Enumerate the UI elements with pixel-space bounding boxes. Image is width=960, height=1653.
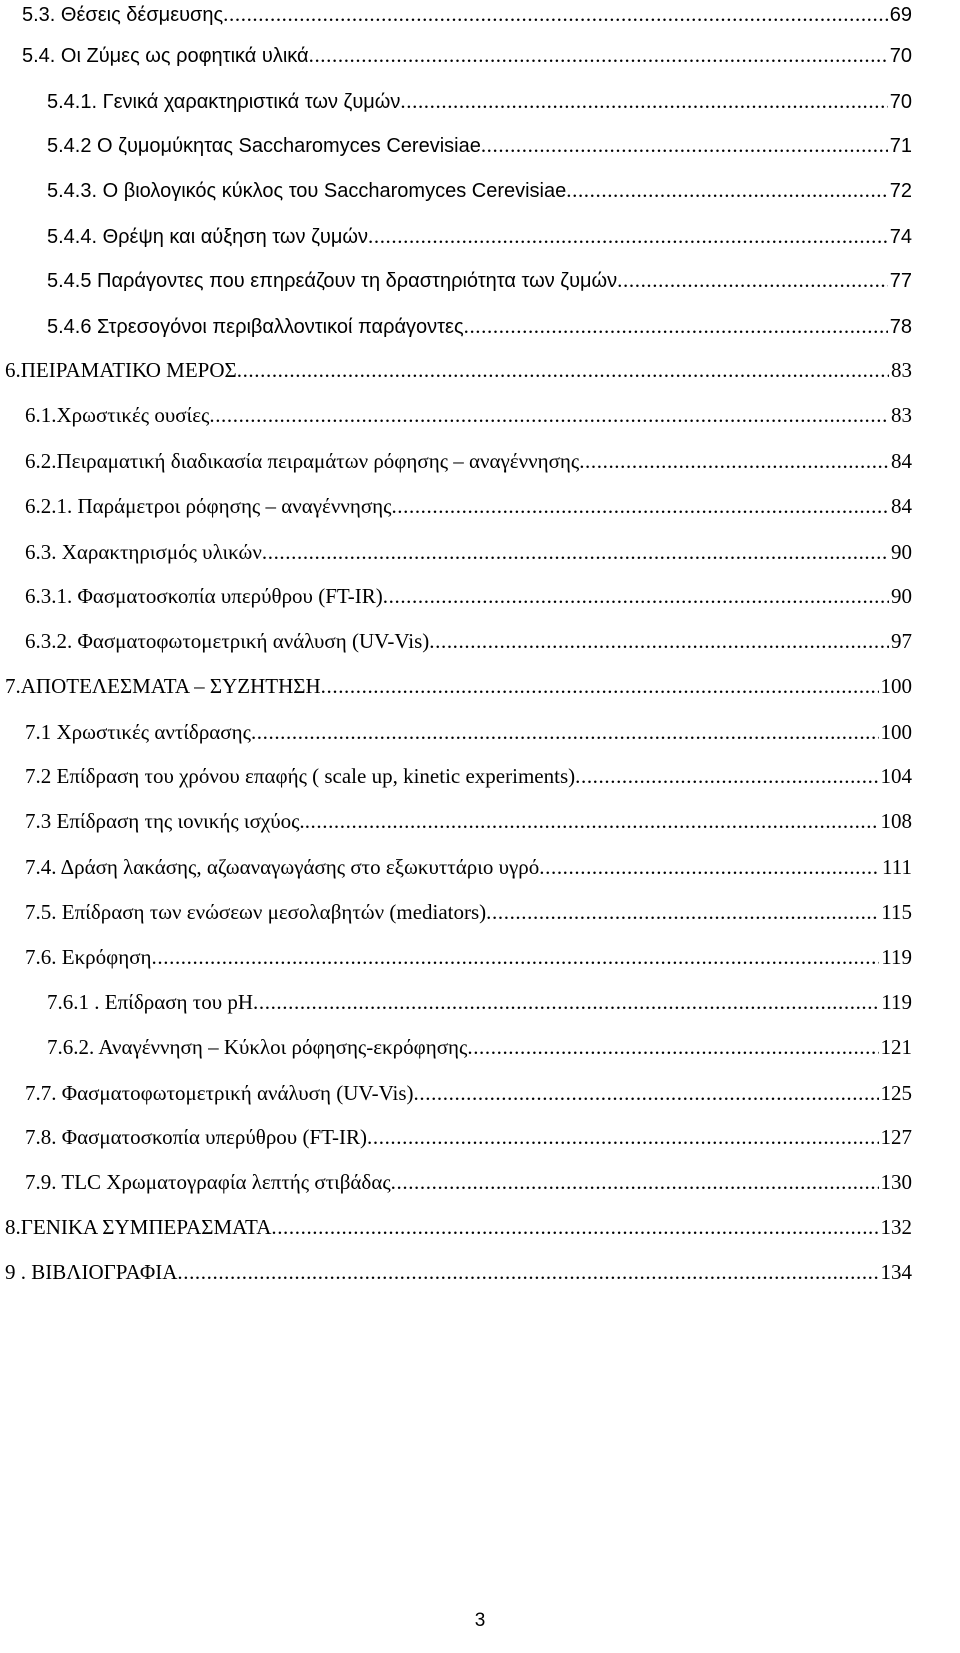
dot-leader bbox=[237, 353, 889, 387]
toc-entry-label: 7.ΑΠΟΤΕΛΕΣΜΑΤΑ – ΣΥΖΗΤΗΣΗ bbox=[5, 674, 321, 698]
toc-entry[interactable] bbox=[25, 444, 912, 478]
toc-entry-label: 7.1 Χρωστικές αντίδρασης bbox=[25, 720, 251, 744]
toc-entry-label: 6.ΠΕΙΡΑΜΑΤΙΚΟ ΜΕΡΟΣ bbox=[5, 358, 237, 382]
toc-entry-page: 70 bbox=[889, 45, 912, 67]
toc-entry[interactable] bbox=[25, 850, 912, 884]
toc-entry-label: 5.4.1. Γενικά χαρακτηριστικά των ζυμών bbox=[47, 91, 401, 113]
toc-entry[interactable] bbox=[5, 353, 912, 387]
toc-entry-label: 5.3. Θέσεις δέσμευσης bbox=[22, 4, 224, 26]
toc-entry[interactable] bbox=[25, 535, 912, 569]
dot-leader bbox=[481, 128, 888, 162]
dot-leader bbox=[414, 1076, 879, 1110]
dot-leader bbox=[486, 895, 879, 929]
toc-entry-label: 5.4.2 Ο ζυμομύκητας Saccharomyces Cerevisiae bbox=[47, 135, 481, 157]
toc-entry-page: 90 bbox=[891, 540, 912, 564]
dot-leader bbox=[464, 309, 888, 343]
toc-entry-label: 7.8. Φασματοσκοπία υπερύθρου (FT-IR) bbox=[25, 1125, 368, 1149]
toc-entry-label: 5.4. Οι Ζύμες ως ροφητικά υλικά bbox=[22, 45, 309, 67]
toc-entry-label: 7.3 Επίδραση της ιονικής ισχύος. bbox=[25, 809, 305, 833]
toc-entry-label: 7.5. Επίδραση των ενώσεων μεσολαβητών (mediators) bbox=[25, 900, 487, 924]
dot-leader bbox=[209, 398, 889, 432]
toc-entry[interactable] bbox=[25, 940, 912, 974]
toc-entry-label: 5.4.5 Παράγοντες που επηρεάζουν τη δραστηριότητα των ζυμών bbox=[47, 270, 618, 292]
toc-entry-label: 6.1.Χρωστικές ουσίες bbox=[25, 403, 210, 427]
toc-entry-page: 100 bbox=[880, 674, 912, 698]
toc-entry-page: 97 bbox=[891, 629, 912, 653]
toc-entry-page: 83 bbox=[891, 358, 912, 382]
toc-entry-page: 69 bbox=[889, 4, 912, 26]
toc-entry[interactable] bbox=[5, 669, 912, 703]
toc-entry-page: 127 bbox=[880, 1125, 912, 1149]
toc-entry-label: 6.3.2. Φασματοφωτομετρική ανάλυση (UV-Vis) bbox=[25, 629, 430, 653]
toc-entry[interactable] bbox=[25, 1076, 912, 1110]
dot-leader bbox=[177, 1255, 878, 1289]
toc-entry[interactable] bbox=[25, 579, 912, 613]
dot-leader bbox=[400, 84, 887, 118]
toc-entry[interactable] bbox=[47, 84, 912, 118]
dot-leader bbox=[539, 850, 880, 884]
toc-entry[interactable] bbox=[25, 895, 912, 929]
toc-entry-page: 111 bbox=[882, 855, 912, 879]
dot-leader bbox=[467, 1030, 878, 1064]
toc-entry[interactable] bbox=[25, 759, 912, 793]
toc-entry-page: 119 bbox=[881, 945, 912, 969]
dot-leader bbox=[321, 669, 879, 703]
toc-entry-label: 7.2 Επίδραση του χρόνου επαφής ( scale up, kinetic experiments) bbox=[25, 764, 576, 788]
toc-entry-page: 132 bbox=[880, 1215, 912, 1239]
dot-leader bbox=[579, 444, 889, 478]
toc-entry-page: 78 bbox=[889, 316, 912, 338]
toc-entry-label: 6.3.1. Φασματοσκοπία υπερύθρου (FT-IR) bbox=[25, 584, 383, 608]
toc-entry[interactable] bbox=[47, 263, 912, 297]
toc-entry-page: 104 bbox=[880, 764, 912, 788]
page-number: 3 bbox=[474, 1610, 486, 1631]
toc-entry-page: 70 bbox=[889, 91, 912, 113]
toc-entry[interactable] bbox=[25, 1165, 912, 1199]
toc-entry-label: 7.6.2. Αναγέννηση – Κύκλοι ρόφησης-εκρόφησης bbox=[47, 1035, 468, 1059]
toc-entry-page: 84 bbox=[891, 449, 912, 473]
toc-entry[interactable] bbox=[22, 0, 912, 31]
dot-leader bbox=[391, 1165, 879, 1199]
toc-entry-page: 74 bbox=[889, 226, 912, 248]
toc-entry[interactable] bbox=[47, 128, 912, 162]
dot-leader bbox=[251, 715, 879, 749]
dot-leader bbox=[566, 173, 888, 207]
toc-entry-page: 121 bbox=[880, 1035, 912, 1059]
toc-entry-page: 119 bbox=[881, 990, 912, 1014]
toc-entry-label: 7.4. Δράση λακάσης, αζωαναγωγάσης στο εξωκυττάριο υγρό bbox=[25, 855, 540, 879]
toc-entry[interactable] bbox=[25, 624, 912, 658]
toc-entry[interactable] bbox=[47, 173, 912, 207]
toc-entry-label: 7.7. Φασματοφωτομετρική ανάλυση (UV-Vis) bbox=[25, 1081, 414, 1105]
toc-entry-label: 9 . ΒΙΒΛΙΟΓΡΑΦΙΑ bbox=[5, 1260, 178, 1284]
dot-leader bbox=[391, 489, 889, 523]
toc-entry-label: 5.4.6 Στρεσογόνοι περιβαλλοντικοί παράγοντες bbox=[47, 316, 464, 338]
toc-entry[interactable] bbox=[47, 985, 912, 1019]
dot-leader bbox=[223, 0, 888, 31]
dot-leader bbox=[152, 940, 880, 974]
toc-entry[interactable] bbox=[25, 715, 912, 749]
toc-entry-label: 8.ΓΕΝΙΚΑ ΣΥΜΠΕΡΑΣΜΑΤΑ bbox=[5, 1215, 272, 1239]
toc-entry[interactable] bbox=[5, 1255, 912, 1289]
toc-entry[interactable] bbox=[25, 1120, 912, 1154]
dot-leader bbox=[429, 624, 889, 658]
toc-entry-page: 125 bbox=[880, 1081, 912, 1105]
toc-entry-page: 72 bbox=[889, 180, 912, 202]
toc-entry-label: 6.2.1. Παράμετροι ρόφησης – αναγέννησης bbox=[25, 494, 392, 518]
toc-entry-page: 84 bbox=[891, 494, 912, 518]
toc-entry[interactable] bbox=[25, 804, 912, 838]
toc-entry-page: 77 bbox=[889, 270, 912, 292]
toc-entry-page: 134 bbox=[880, 1260, 912, 1284]
toc-entry-page: 71 bbox=[889, 135, 912, 157]
toc-entry[interactable] bbox=[25, 398, 912, 432]
dot-leader bbox=[617, 263, 888, 297]
toc-entry-page: 108 bbox=[880, 809, 912, 833]
dot-leader bbox=[253, 985, 879, 1019]
toc-entry-page: 130 bbox=[880, 1170, 912, 1194]
toc-entry-page: 83 bbox=[891, 403, 912, 427]
dot-leader bbox=[368, 219, 888, 253]
toc-entry[interactable] bbox=[5, 1210, 912, 1244]
toc-entry-page: 100 bbox=[880, 720, 912, 744]
dot-leader bbox=[367, 1120, 878, 1154]
toc-entry-label: 6.2.Πειραματική διαδικασία πειραμάτων ρόφησης – αναγέννησης bbox=[25, 449, 580, 473]
toc-entry[interactable] bbox=[47, 219, 912, 253]
dot-leader bbox=[305, 804, 879, 838]
toc-entry-label: 6.3. Χαρακτηρισμός υλικών bbox=[25, 540, 262, 564]
dot-leader bbox=[383, 579, 889, 613]
toc-entry[interactable] bbox=[47, 1030, 912, 1064]
toc-entry-page: 115 bbox=[881, 900, 912, 924]
dot-leader bbox=[262, 535, 889, 569]
dot-leader bbox=[309, 38, 888, 72]
dot-leader bbox=[575, 759, 878, 793]
toc-entry[interactable] bbox=[47, 309, 912, 343]
toc-entry-label: 5.4.3. Ο βιολογικός κύκλος του Saccharomyces Cerevisiae bbox=[47, 180, 567, 202]
toc-entry-label: 7.6. Εκρόφηση bbox=[25, 945, 152, 969]
toc-entry-label: 7.9. TLC Χρωματογραφία λεπτής στιβάδας bbox=[25, 1170, 391, 1194]
toc-entry-page: 90 bbox=[891, 584, 912, 608]
toc-entry[interactable] bbox=[22, 38, 912, 72]
dot-leader bbox=[271, 1210, 878, 1244]
toc-entry[interactable] bbox=[25, 489, 912, 523]
toc-entry-label: 5.4.4. Θρέψη και αύξηση των ζυμών bbox=[47, 226, 368, 248]
toc-entry-label: 7.6.1 . Επίδραση του pH bbox=[47, 990, 254, 1014]
